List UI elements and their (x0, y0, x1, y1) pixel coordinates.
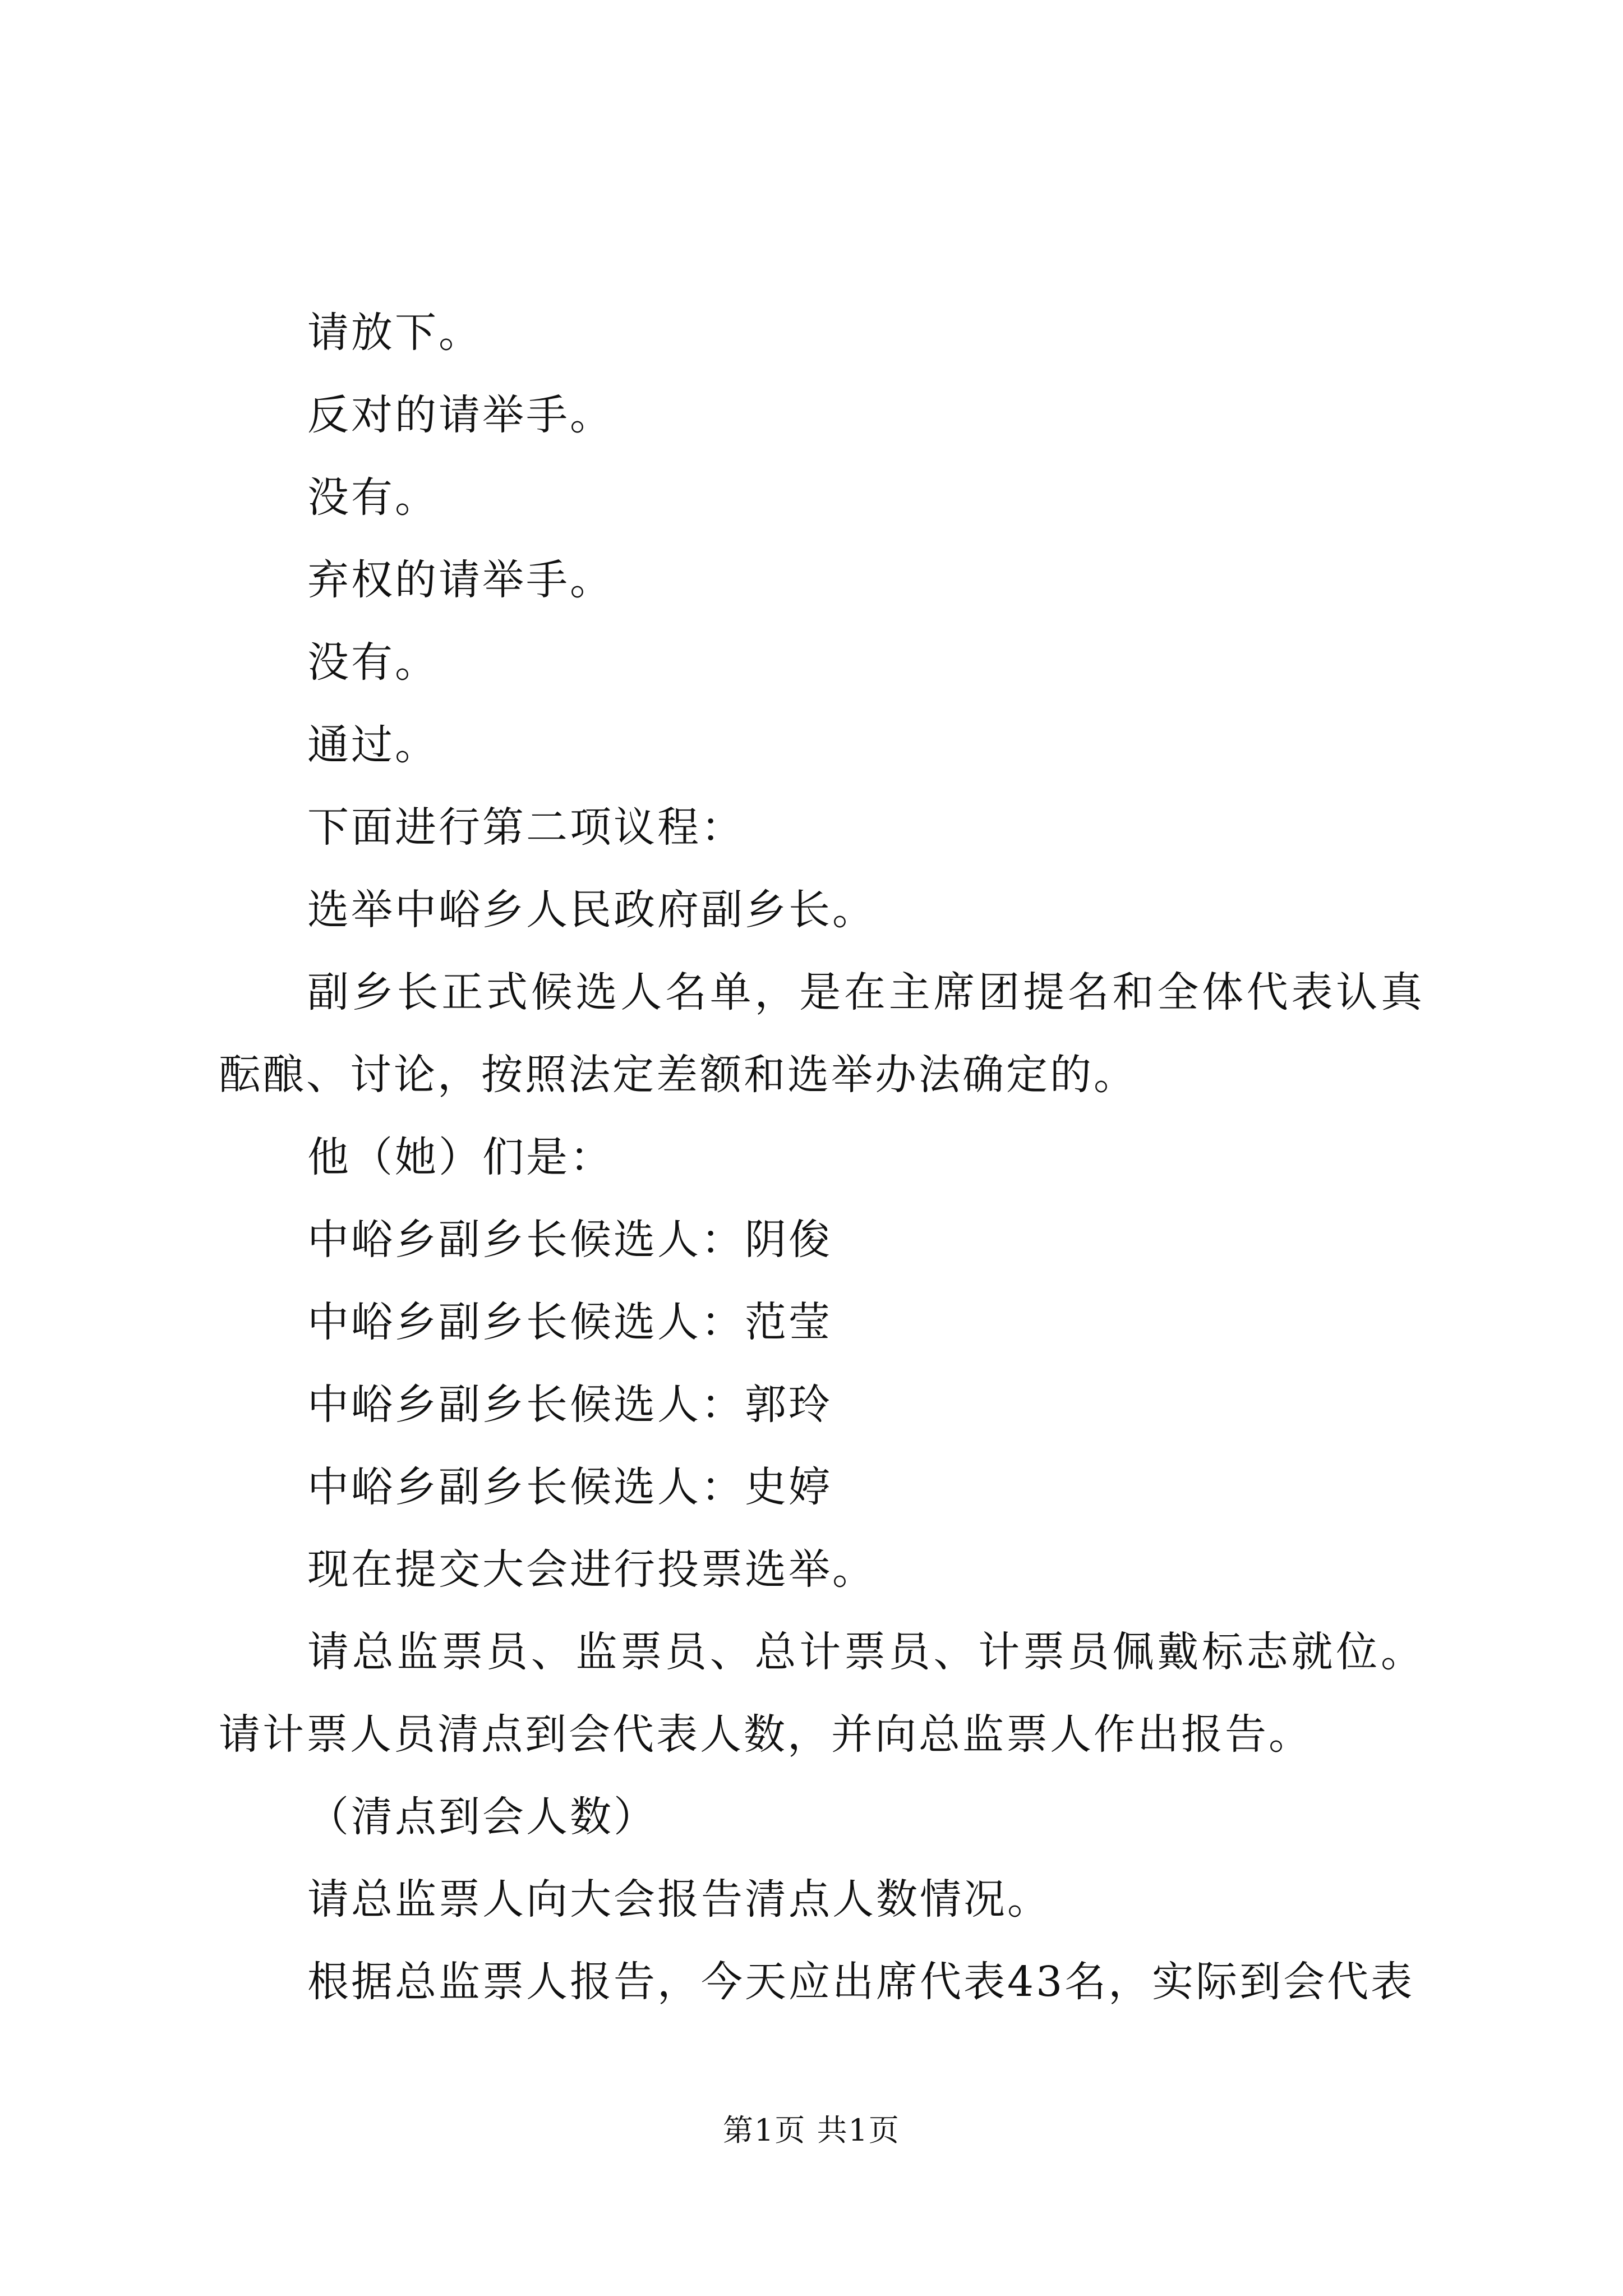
paragraph: 弃权的请举手。 (307, 556, 614, 604)
paragraph: 请放下。 (307, 309, 482, 357)
paragraph: 通过。 (307, 721, 439, 769)
paragraph: 现在提交大会进行投票选举。 (307, 1545, 876, 1594)
paragraph: 反对的请举手。 (307, 391, 614, 439)
paragraph: （清点到会人数） (307, 1793, 657, 1841)
paragraph: 下面进行第二项议程： (307, 803, 745, 852)
paragraph: 选举中峪乡人民政府副乡长。 (307, 886, 876, 934)
paragraph: 根据总监票人报告，今天应出席代表43名，实际到会代表 (307, 1958, 1415, 2006)
candidate-line: 中峪乡副乡长候选人：范莹 (307, 1298, 832, 1346)
candidate-line: 中峪乡副乡长候选人：郭玲 (307, 1381, 832, 1429)
paragraph: 副乡长正式候选人名单，是在主席团提名和全体代表认真酝酿、讨论，按照法定差额和选举办法确定的。 (219, 968, 1424, 1099)
paragraph: 请总监票员、监票员、总计票员、计票员佩戴标志就位。请计票人员清点到会代表人数，并向总监票人作出报告。 (219, 1628, 1424, 1759)
candidate-line: 中峪乡副乡长候选人：阴俊 (307, 1216, 832, 1264)
document-body (219, 292, 1424, 2023)
candidate-line: 中峪乡副乡长候选人：史婷 (307, 1463, 832, 1511)
paragraph: 没有。 (307, 638, 439, 687)
paragraph: 没有。 (307, 473, 439, 522)
paragraph: 请总监票人向大会报告清点人数情况。 (307, 1875, 1051, 1924)
paragraph: 他（她）们是： (307, 1133, 614, 1181)
page-footer: 第1页 共1页 (723, 2113, 900, 2148)
